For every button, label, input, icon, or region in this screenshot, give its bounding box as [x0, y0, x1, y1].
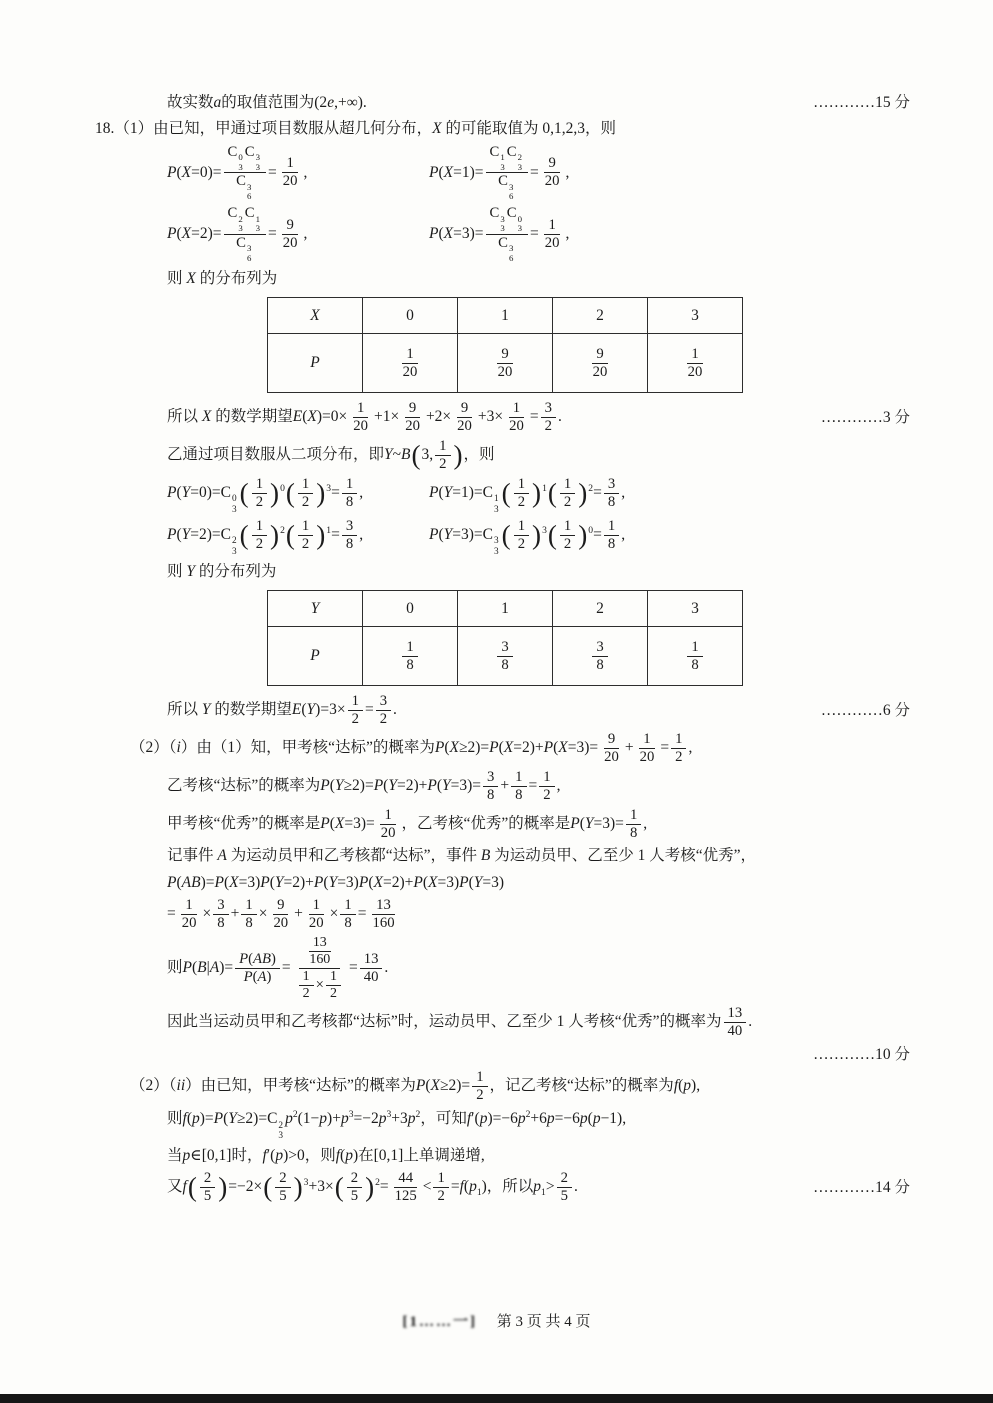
table-cell: Y	[268, 591, 363, 627]
math-expression: 则f(p)=P(Y≥2)=C 2 3 $p^2(1-p)+p^3=-2p^3+3p^2$，可知$f'(p)=-6p^2+6p=-6p(p-1)$,	[167, 1108, 627, 1141]
part2ii-intro-line	[130, 1069, 910, 1104]
pab-expansion-line	[167, 871, 910, 894]
table-cell: $\frac{9}{20}$	[458, 334, 553, 393]
table-cell: $\frac{3}{8}$	[553, 627, 648, 686]
table-row	[268, 627, 743, 686]
table-cell: 0	[363, 591, 458, 627]
table-row	[268, 334, 743, 393]
binomial-intro-line	[167, 438, 910, 473]
fp-derivative-line	[167, 1107, 910, 1141]
score-marker: …………10 分	[813, 1045, 910, 1063]
beta-pass-prob-line	[167, 769, 910, 804]
math-expression: P(AB)=P(X=3)P(Y=2)+P(Y=3)P(X=2)+P(X=3)P(Y=3)	[167, 873, 505, 891]
math-expression: P(Y=3)=C 3 3 ( $\frac{1}{2}$ )$^3$( $\frac{1}{2}$ )$^0$= $\frac{1}{8}$ ,	[429, 517, 626, 557]
table-cell: 0	[363, 298, 458, 334]
math-expression: P(Y=1)=C 1 3 ( $\frac{1}{2}$ )$^1$( $\frac{1}{2}$ )$^2$= $\frac{3}{8}$ ,	[429, 475, 626, 515]
pab-value-line	[167, 897, 910, 932]
hypergeometric-intro-line	[95, 117, 910, 140]
math-expression: 因此当运动员甲和乙考核都“达标”时，运动员甲、乙至少 1 人考核“优秀”的概率为 $\frac{13}{40}$ .	[167, 1005, 753, 1040]
py2-py3-line	[167, 518, 910, 557]
x-distribution-table	[267, 297, 743, 393]
table-cell: $\frac{1}{8}$	[363, 627, 458, 686]
math-expression: 所以 Y 的数学期望E(Y)=3× $\frac{1}{2}$ = $\frac{3}{2}$ .	[167, 693, 397, 727]
table-cell: P	[268, 627, 363, 686]
math-expression: （2）（i）由（1）知，甲考核“达标”的概率为P(X≥2)=P(X=2)+P(X=3)= $\frac{9}{20}$ + $\frac{1}{20}$ = $\frac{1}{2}$ ,	[130, 730, 693, 765]
table-cell: 1	[458, 591, 553, 627]
event-definition-line	[167, 844, 910, 867]
table-cell: 1	[458, 298, 553, 334]
math-expression: 18.（1）由已知，甲通过项目数服从超几何分布，X 的可能取值为 0,1,2,3，则	[95, 120, 616, 138]
math-expression: P(X=2)= C 2 3 C 1 3 C 3 6 = $\frac{9}{20}$ ,	[167, 205, 308, 264]
math-expression: 所以 X 的数学期望E(X)=0× $\frac{1}{20}$ +1× $\frac{9}{20}$ +2× $\frac{9}{20}$ +3× $\frac{1}{20}$ = $\frac{3}{2}$ .	[167, 400, 562, 434]
page-footer	[0, 1310, 993, 1331]
y-table-caption	[167, 560, 910, 583]
math-expression: P(Y=2)=C 2 3 ( $\frac{1}{2}$ )$^2$( $\frac{1}{2}$ )$^1$= $\frac{3}{8}$ ,	[167, 517, 364, 557]
x-table-caption	[167, 267, 910, 290]
score-marker: …………6 分	[820, 701, 910, 719]
table-cell: $\frac{3}{8}$	[458, 627, 553, 686]
table-cell: 2	[553, 298, 648, 334]
final-comparison-line	[167, 1170, 910, 1205]
table-row	[268, 591, 743, 627]
px0-px1-line	[167, 144, 910, 203]
page-number-label: 第 3 页 共 4 页	[496, 1314, 591, 1330]
range-conclusion-line	[167, 91, 910, 114]
table-cell: 2	[553, 591, 648, 627]
part2i-conclusion-line	[167, 1005, 910, 1040]
math-expression: 记事件 A 为运动员甲和乙考核都“达标”，事件 B 为运动员甲、乙至少 1 人考核“优秀”，	[167, 847, 756, 865]
conditional-prob-line	[167, 935, 910, 1002]
table-row	[268, 298, 743, 334]
py0-py1-line	[167, 476, 910, 515]
math-expression: P(X=0)= C 0 3 C 3 3 C 3 6 = $\frac{1}{20}$ ,	[167, 143, 308, 202]
math-expression: 乙通过项目数服从二项分布，即Y~B(3, $\frac{1}{2}$ )，则	[167, 437, 495, 472]
table-cell: P	[268, 334, 363, 393]
score-marker: …………3 分	[820, 408, 910, 426]
math-expression: 乙考核“达标”的概率为P(Y≥2)=P(Y=2)+P(Y=3)= $\frac{3}{8}$ + $\frac{1}{8}$ = $\frac{1}{2}$ ,	[167, 768, 561, 803]
scan-edge-bar	[0, 1394, 993, 1403]
y-distribution-table	[267, 590, 743, 686]
math-expression: 当p∈[0,1]时，f′(p)>0，则f(p)在[0,1]上单调递增,	[167, 1147, 485, 1165]
math-expression: 则 Y 的分布列为	[167, 562, 277, 580]
table-cell: 3	[648, 298, 743, 334]
table-cell: $\frac{1}{8}$	[648, 627, 743, 686]
math-expression: 则 X 的分布列为	[167, 269, 278, 287]
excellent-prob-line	[167, 807, 910, 842]
footer-stamp: [1……一]	[402, 1314, 477, 1330]
math-expression: （2）（ii）由已知，甲考核“达标”的概率为P(X≥2)= $\frac{1}{2}$ ，记乙考核“达标”的概率为f(p),	[130, 1069, 701, 1104]
score-marker: …………14 分	[813, 1179, 910, 1197]
math-expression: = $\frac{1}{20}$ × $\frac{3}{8}$ + $\frac{1}{8}$ × $\frac{9}{20}$ + $\frac{1}{20}$ × $\frac{1}{8}$ = $\frac{13}{160}$	[167, 896, 395, 931]
ex-expectation-line	[167, 400, 910, 435]
math-expression: 甲考核“优秀”的概率是P(X=3)= $\frac{1}{20}$ ，乙考核“优秀”的概率是P(Y=3)= $\frac{1}{8}$ ,	[167, 806, 648, 841]
table-cell: $\frac{1}{20}$	[648, 334, 743, 393]
math-expression: P(Y=0)=C 0 3 ( $\frac{1}{2}$ )$^0$( $\frac{1}{2}$ )$^3$= $\frac{1}{8}$ ,	[167, 475, 364, 515]
table-cell: X	[268, 298, 363, 334]
math-expression: 则P(B|A)= $\frac{P(AB)}{P(A)}$ = $\frac{13}{160}$ $\frac{1}{2}$ × $\frac{1}{2}$ = $\frac{13}{40}$ .	[167, 934, 389, 1002]
math-expression: 又f( $\frac{2}{5}$ )=−2×( $\frac{2}{5}$ )$^3$+3×( $\frac{2}{5}$ )$^2$= $\frac{44}{125}$ < $\frac{1}{2}$ $=f(p_1)$，所以$p_1>$ $\frac{2}{5}$ .	[167, 1170, 578, 1205]
part2i-pass-prob-line	[130, 731, 910, 766]
math-expression: 故实数a的取值范围为(2e,+∞).	[167, 94, 367, 111]
ey-expectation-line	[167, 693, 910, 728]
math-expression: P(X=1)= C 1 3 C 2 3 C 3 6 = $\frac{9}{20}$ ,	[429, 143, 570, 202]
table-cell: $\frac{1}{20}$	[363, 334, 458, 393]
math-expression: P(X=3)= C 3 3 C 0 3 C 3 6 = $\frac{1}{20}$ ,	[429, 205, 570, 264]
table-cell: 3	[648, 591, 743, 627]
px2-px3-line	[167, 205, 910, 264]
score-marker: …………15 分	[813, 94, 910, 111]
monotonic-line	[167, 1144, 910, 1167]
table-cell: $\frac{9}{20}$	[553, 334, 648, 393]
score-10-line	[95, 1043, 910, 1066]
